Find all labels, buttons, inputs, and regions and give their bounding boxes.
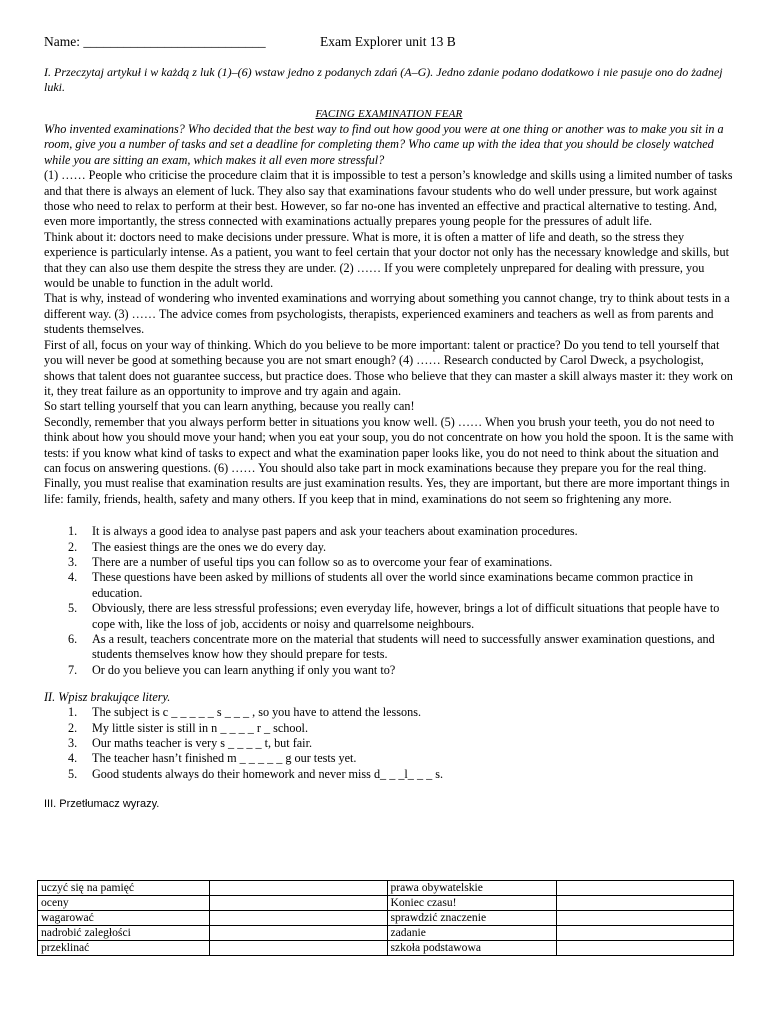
table-row [38,896,734,911]
gap-text: The subject is c _ _ _ _ _ s _ _ _ , so you have to attend the lessons. [92,705,422,720]
answer-cell[interactable] [209,926,387,941]
polish-phrase-cell: zadanie [387,926,557,941]
article-title: FACING EXAMINATION FEAR [315,108,463,120]
answer-cell[interactable] [557,911,734,926]
polish-phrase-cell: sprawdzić znaczenie [387,911,557,926]
gap-number: 5. [68,766,78,781]
option-number: 1. [68,524,78,539]
option-item [44,663,734,678]
table-row [38,911,734,926]
gap-number: 1. [68,705,78,720]
table-row [38,881,734,896]
task-1-instruction: I. Przeczytaj artykuł i w każdą z luk (1)–(6) wstaw jedno z podanych zdań (A–G). Jedno zdanie podano dodatkowo i nie pasuje ono do żadnej luki. [44,65,723,94]
option-item [44,570,734,601]
option-item [44,524,734,539]
gap-number: 2. [68,720,78,735]
option-text: Or do you believe you can learn anything if only you want to? [92,662,396,677]
gap-text: My little sister is still in n _ _ _ _ r _ school. [92,720,308,735]
option-text: The easiest things are the ones we do every day. [92,539,327,554]
worksheet-page [44,34,734,811]
polish-phrase-cell: nadrobić zaległości [38,926,210,941]
option-item [44,555,734,570]
task-2-instruction: II. Wpisz brakujące litery. [44,690,171,705]
gap-sentence [44,767,734,782]
polish-phrase-cell: Koniec czasu! [387,896,557,911]
gap-sentence [44,751,734,766]
gap-number: 3. [68,736,78,751]
article-paragraph: Finally, you must realise that examination results are just examination results. Yes, they are important, but there are more important things in life: family, friends, health, safety and many others. If you keep that in mind, examinations do not seem so frightening any more. [44,476,730,506]
gap-sentence [44,721,734,736]
name-field-label: Name: ___________________________ [44,34,266,49]
answer-cell[interactable] [209,881,387,896]
answer-cell[interactable] [209,896,387,911]
option-text: These questions have been asked by millions of students all over the world since examinations became common practice in education. [92,570,694,600]
option-text: As a result, teachers concentrate more on the material that students will need to successfully answer examination questions, and students themselves know how they should prepare for tests. [92,632,715,662]
answer-cell[interactable] [557,881,734,896]
polish-phrase-cell: prawa obywatelskie [387,881,557,896]
worksheet-header [44,34,734,52]
answer-cell[interactable] [209,941,387,956]
polish-phrase-cell: uczyć się na pamięć [38,881,210,896]
article-paragraph: Think about it: doctors need to make decisions under pressure. What is more, it is often a matter of life and death, so the stress they experience is particularly intense. As a patient, you want to feel certain that your doctor not only has the necessary knowledge and skills, but that they can also use them despite the stress they are under. (2) …… If you were completely unprepared for dealing with pressure, you would be unable to function in the adult world. [44,229,730,291]
option-text: Obviously, there are less stressful professions; even everyday life, however, brings a lot of difficult situations that people have to cope with, like the loss of job, accidents or noisy and quarrelsome neighbours. [92,601,720,631]
option-number: 6. [68,632,78,646]
table-row [38,941,734,956]
answer-cell[interactable] [557,941,734,956]
article-paragraph: (1) …… People who criticise the procedure claim that it is impossible to test a person’s knowledge and skills using a limited number of tasks and that there is always an element of luck. They also say that examinations favour students who do well under pressure, but work against those who need to relax to perform at their best. However, so far no-one has invented an effective and practical alternative to testing. And, even more importantly, the stress connected with examinations actually prepares young people for the pressures of adult life. [44,168,733,229]
answer-cell[interactable] [557,926,734,941]
option-item [44,632,734,663]
option-number: 3. [68,554,78,569]
option-item [44,601,734,632]
translation-table [37,880,734,956]
answer-cell[interactable] [209,911,387,926]
missing-letters-list [44,705,734,782]
polish-phrase-cell: przeklinać [38,941,210,956]
article-body [44,122,734,507]
polish-phrase-cell: szkoła podstawowa [387,941,557,956]
table-row [38,926,734,941]
polish-phrase-cell: wagarować [38,911,210,926]
gap-text: Our maths teacher is very s _ _ _ _ t, but fair. [92,736,312,751]
option-number: 4. [68,570,78,585]
gap-text: The teacher hasn’t finished m _ _ _ _ _ g our tests yet. [92,751,357,766]
option-number: 2. [68,539,78,554]
article-paragraph: Secondly, remember that you always perform better in situations you know well. (5) …… When you brush your teeth, you do not need to think about how you should move your hand; when you eat your soup, you do not concentrate on how you hold the spoon. It is the same with tests: if you know what kind of tasks to expect and what the examination paper looks like, you do not need to think about the situation and can focus on answering questions. (6) …… You should also take part in mock examinations because they prepare you for the real thing. [44,414,734,475]
task-3-instruction: III. Przetłumacz wyrazy. [44,798,160,811]
option-item [44,540,734,555]
gap-sentence [44,736,734,751]
gap-number: 4. [68,751,78,766]
option-number: 5. [68,601,78,616]
gap-text: Good students always do their homework and never miss d_ _ _l_ _ _ s. [92,766,444,781]
gap-sentence [44,705,734,720]
option-number: 7. [68,662,78,677]
polish-phrase-cell: oceny [38,896,210,911]
sentence-options-list [44,524,734,678]
answer-cell[interactable] [557,896,734,911]
article-paragraph: First of all, focus on your way of thinking. Which do you believe to be more important: talent or practice? Do you tend to tell yourself that you will never be good at something because you are not smart enough? (4) …… Research conducted by Carol Dweck, a psychologist, shows that talent does not guarantee success, but practice does. Those who believe that they can master a skill always master it: they work on it, they treat failure as an opportunity to improve and try again and again. [44,337,733,398]
article-paragraph: That is why, instead of wondering who invented examinations and worrying about something you cannot change, try to think about tests in a different way. (3) …… The advice comes from psychologists, therapists, experienced examiners and teachers as well as from parents and students themselves. [44,291,730,337]
option-text: It is always a good idea to analyse past papers and ask your teachers about examination procedures. [92,524,578,539]
article-paragraph: So start telling yourself that you can learn anything, because you really can! [44,399,415,414]
option-text: There are a number of useful tips you can follow so as to overcome your fear of examinations. [92,554,553,569]
article-intro: Who invented examinations? Who decided that the best way to find out how good you were at one thing or another was to make you sit in a room, give you a number of tasks and set a deadline for completing them? Who came up with the idea that you should be closely watched while you are sitting an exam, which makes it all even more stressful? [44,122,724,167]
worksheet-title: Exam Explorer unit 13 B [320,34,456,49]
